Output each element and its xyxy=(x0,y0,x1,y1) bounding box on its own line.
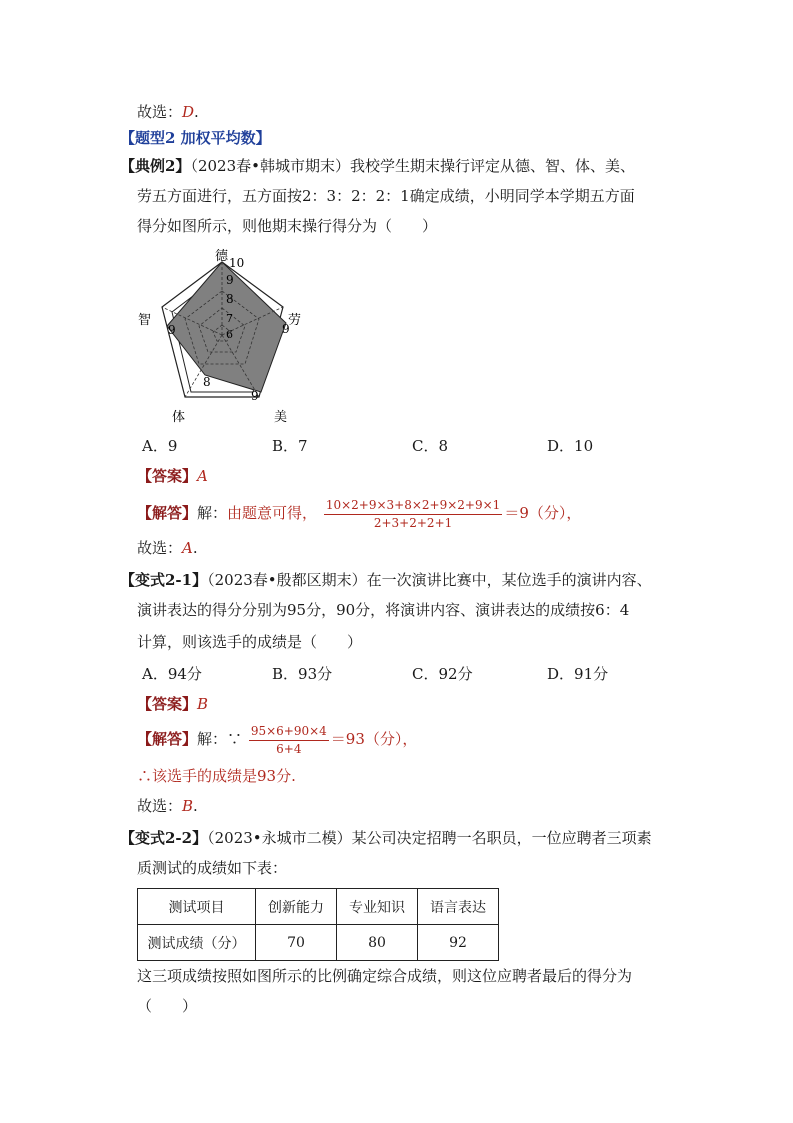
table-header-row xyxy=(138,889,499,925)
variant1-answer xyxy=(137,694,208,714)
table-cell: 80 xyxy=(337,925,418,961)
example-line-1 xyxy=(120,156,635,176)
variant1-option-b: B．93分 xyxy=(272,665,333,683)
example-line-2: 劳五方面进行，五方面按2：3：2：2：1确定成绩，小明同学本学期五方面 xyxy=(137,187,635,205)
fraction-numerator: 10×2+9×3+8×2+9×2+9×1 xyxy=(324,498,502,515)
solution-text: 由题意可得， xyxy=(227,504,318,522)
table-header-cell: 测试项目 xyxy=(138,889,256,925)
answer-tag: 【答案】 xyxy=(137,695,198,713)
radar-label-lao: 劳 xyxy=(288,313,302,328)
fraction-result: ＝9（分）， xyxy=(504,504,582,522)
fraction-numerator: 95×6+90×4 xyxy=(249,724,329,741)
variant1-option-a: A．94分 xyxy=(142,665,202,683)
solution-tag: 【解答】 xyxy=(137,504,198,522)
choose-suffix: . xyxy=(192,539,198,557)
example-text-1: （2023春•韩城市期末）我校学生期末操行评定从德、智、体、美、 xyxy=(190,157,635,175)
variant1-solution xyxy=(137,722,417,757)
table-cell: 70 xyxy=(256,925,337,961)
radar-tick: 8 xyxy=(226,292,234,306)
variant2-line-1 xyxy=(120,828,652,848)
example-choose xyxy=(137,538,198,558)
variant1-choose xyxy=(137,796,198,816)
radar-point-label: 9 xyxy=(251,389,259,403)
table-header-cell: 专业知识 xyxy=(337,889,418,925)
choose-value: A xyxy=(182,539,193,557)
table-row-label: 测试成绩（分） xyxy=(138,925,256,961)
section-title: 【题型2 加权平均数】 xyxy=(120,129,271,147)
variant1-line-2: 演讲表达的得分分别为95分，90分，将演讲内容、演讲表达的成绩按6：4 xyxy=(137,601,630,619)
fraction xyxy=(249,724,329,757)
choose-value: B xyxy=(182,797,194,815)
radar-point-label: 9 xyxy=(282,322,290,336)
score-table xyxy=(137,888,499,961)
variant2-tag: 【变式2-2】 xyxy=(120,829,208,847)
fraction xyxy=(324,498,502,531)
variant2-line-3: 这三项成绩按照如图所示的比例确定综合成绩，则这位应聘者最后的得分为 xyxy=(137,967,633,985)
solution-tag: 【解答】 xyxy=(137,730,198,748)
radar-point-label: 8 xyxy=(203,375,211,389)
table-header-cell: 语言表达 xyxy=(418,889,499,925)
radar-label-de: 德 xyxy=(215,249,229,264)
prev-answer xyxy=(137,102,199,122)
example-line-3: 得分如图所示，则他期末操行得分为（ ） xyxy=(137,217,438,235)
radar-tick: 6 xyxy=(226,328,233,341)
variant1-tag: 【变式2-1】 xyxy=(120,571,208,589)
option-d: D．10 xyxy=(547,437,594,455)
radar-label-ti: 体 xyxy=(172,410,186,425)
variant2-line-2: 质测试的成绩如下表： xyxy=(137,859,288,877)
fraction-denominator: 2+3+2+2+1 xyxy=(373,515,453,530)
radar-tick: 10 xyxy=(229,256,245,270)
choose-prefix: 故选： xyxy=(137,797,183,815)
answer-tag: 【答案】 xyxy=(137,467,198,485)
radar-label-zhi: 智 xyxy=(138,313,152,328)
variant1-text-1: （2023春•殷都区期末）在一次演讲比赛中，某位选手的演讲内容、 xyxy=(207,571,652,589)
choose-suffix: . xyxy=(194,103,199,121)
example-answer xyxy=(137,466,208,486)
variant1-line-1 xyxy=(120,570,652,590)
variant1-conclusion: ∴该选手的成绩是93分. xyxy=(137,767,296,785)
table-header-cell: 创新能力 xyxy=(256,889,337,925)
variant1-option-c: C．92分 xyxy=(412,665,473,683)
table-row xyxy=(138,925,499,961)
answer-value: A xyxy=(197,467,208,485)
variant2-text-1: （2023•永城市二模）某公司决定招聘一名职员，一位应聘者三项素 xyxy=(207,829,652,847)
radar-chart xyxy=(130,240,310,430)
example-solution xyxy=(137,496,581,531)
fraction-denominator: 6+4 xyxy=(276,741,302,756)
choose-suffix: . xyxy=(193,797,198,815)
radar-label-mei: 美 xyxy=(274,410,288,425)
option-b: B．7 xyxy=(272,437,308,455)
answer-value: B xyxy=(197,695,209,713)
radar-tick: 9 xyxy=(226,273,234,287)
solution-prefix: 解：∵ xyxy=(197,730,243,748)
variant2-line-4: （ ） xyxy=(137,997,198,1015)
variant1-line-3: 计算，则该选手的成绩是（ ） xyxy=(137,633,363,651)
choose-value: D xyxy=(182,103,195,121)
option-c: C．8 xyxy=(412,437,449,455)
example-tag: 【典例2】 xyxy=(120,157,191,175)
table-cell: 92 xyxy=(418,925,499,961)
option-a: A．9 xyxy=(142,437,178,455)
radar-point-label: 9 xyxy=(168,323,176,337)
choose-prefix: 故选： xyxy=(137,539,183,557)
fraction-result: ＝93（分）， xyxy=(330,730,418,748)
variant1-option-d: D．91分 xyxy=(547,665,609,683)
choose-prefix: 故选： xyxy=(137,103,183,121)
radar-tick: 7 xyxy=(226,312,233,325)
solution-prefix: 解： xyxy=(197,504,228,522)
